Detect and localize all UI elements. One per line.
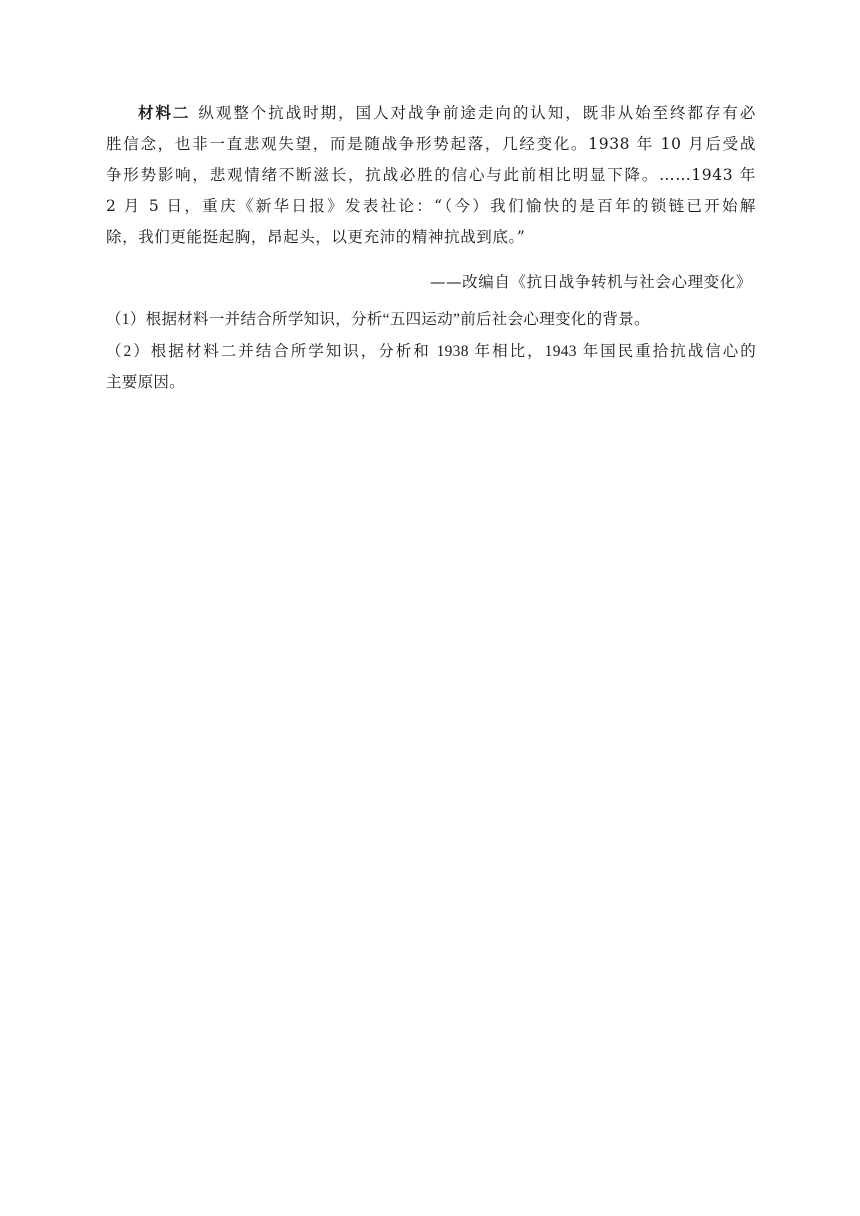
passage-line-1-text: 纵观整个抗战时期，国人对战争前途走向的认知，既非从始至终都存有必 xyxy=(198,104,756,122)
passage-line-1 xyxy=(106,98,756,129)
question-1 xyxy=(106,304,756,335)
material-label: 材料二 xyxy=(138,104,191,122)
material-source-citation: ——改编自《抗日战争转机与社会心理变化》 xyxy=(429,273,752,291)
question-1-text: （1）根据材料一并结合所学知识，分析“五四运动”前后社会心理变化的背景。 xyxy=(106,311,650,328)
passage-line-4: 2 月 5 日，重庆《新华日报》发表社论：“（今）我们愉快的是百年的锁链已开始解 xyxy=(106,197,756,215)
question-2 xyxy=(106,336,756,398)
passage-line-5: 除，我们更能挺起胸，昂起头，以更充沛的精神抗战到底。” xyxy=(106,228,526,246)
question-2-line-1: （2）根据材料二并结合所学知识，分析和 1938 年相比，1943 年国民重拾抗战信心的 xyxy=(106,343,756,360)
material-two-passage xyxy=(106,98,756,253)
passage-line-2: 胜信念，也非一直悲观失望，而是随战争形势起落，几经变化。1938 年 10 月后受战 xyxy=(106,135,756,153)
passage-line-3: 争形势影响，悲观情绪不断滋长，抗战必胜的信心与此前相比明显下降。……1943 年 xyxy=(106,166,756,184)
question-2-line-2: 主要原因。 xyxy=(106,374,186,391)
